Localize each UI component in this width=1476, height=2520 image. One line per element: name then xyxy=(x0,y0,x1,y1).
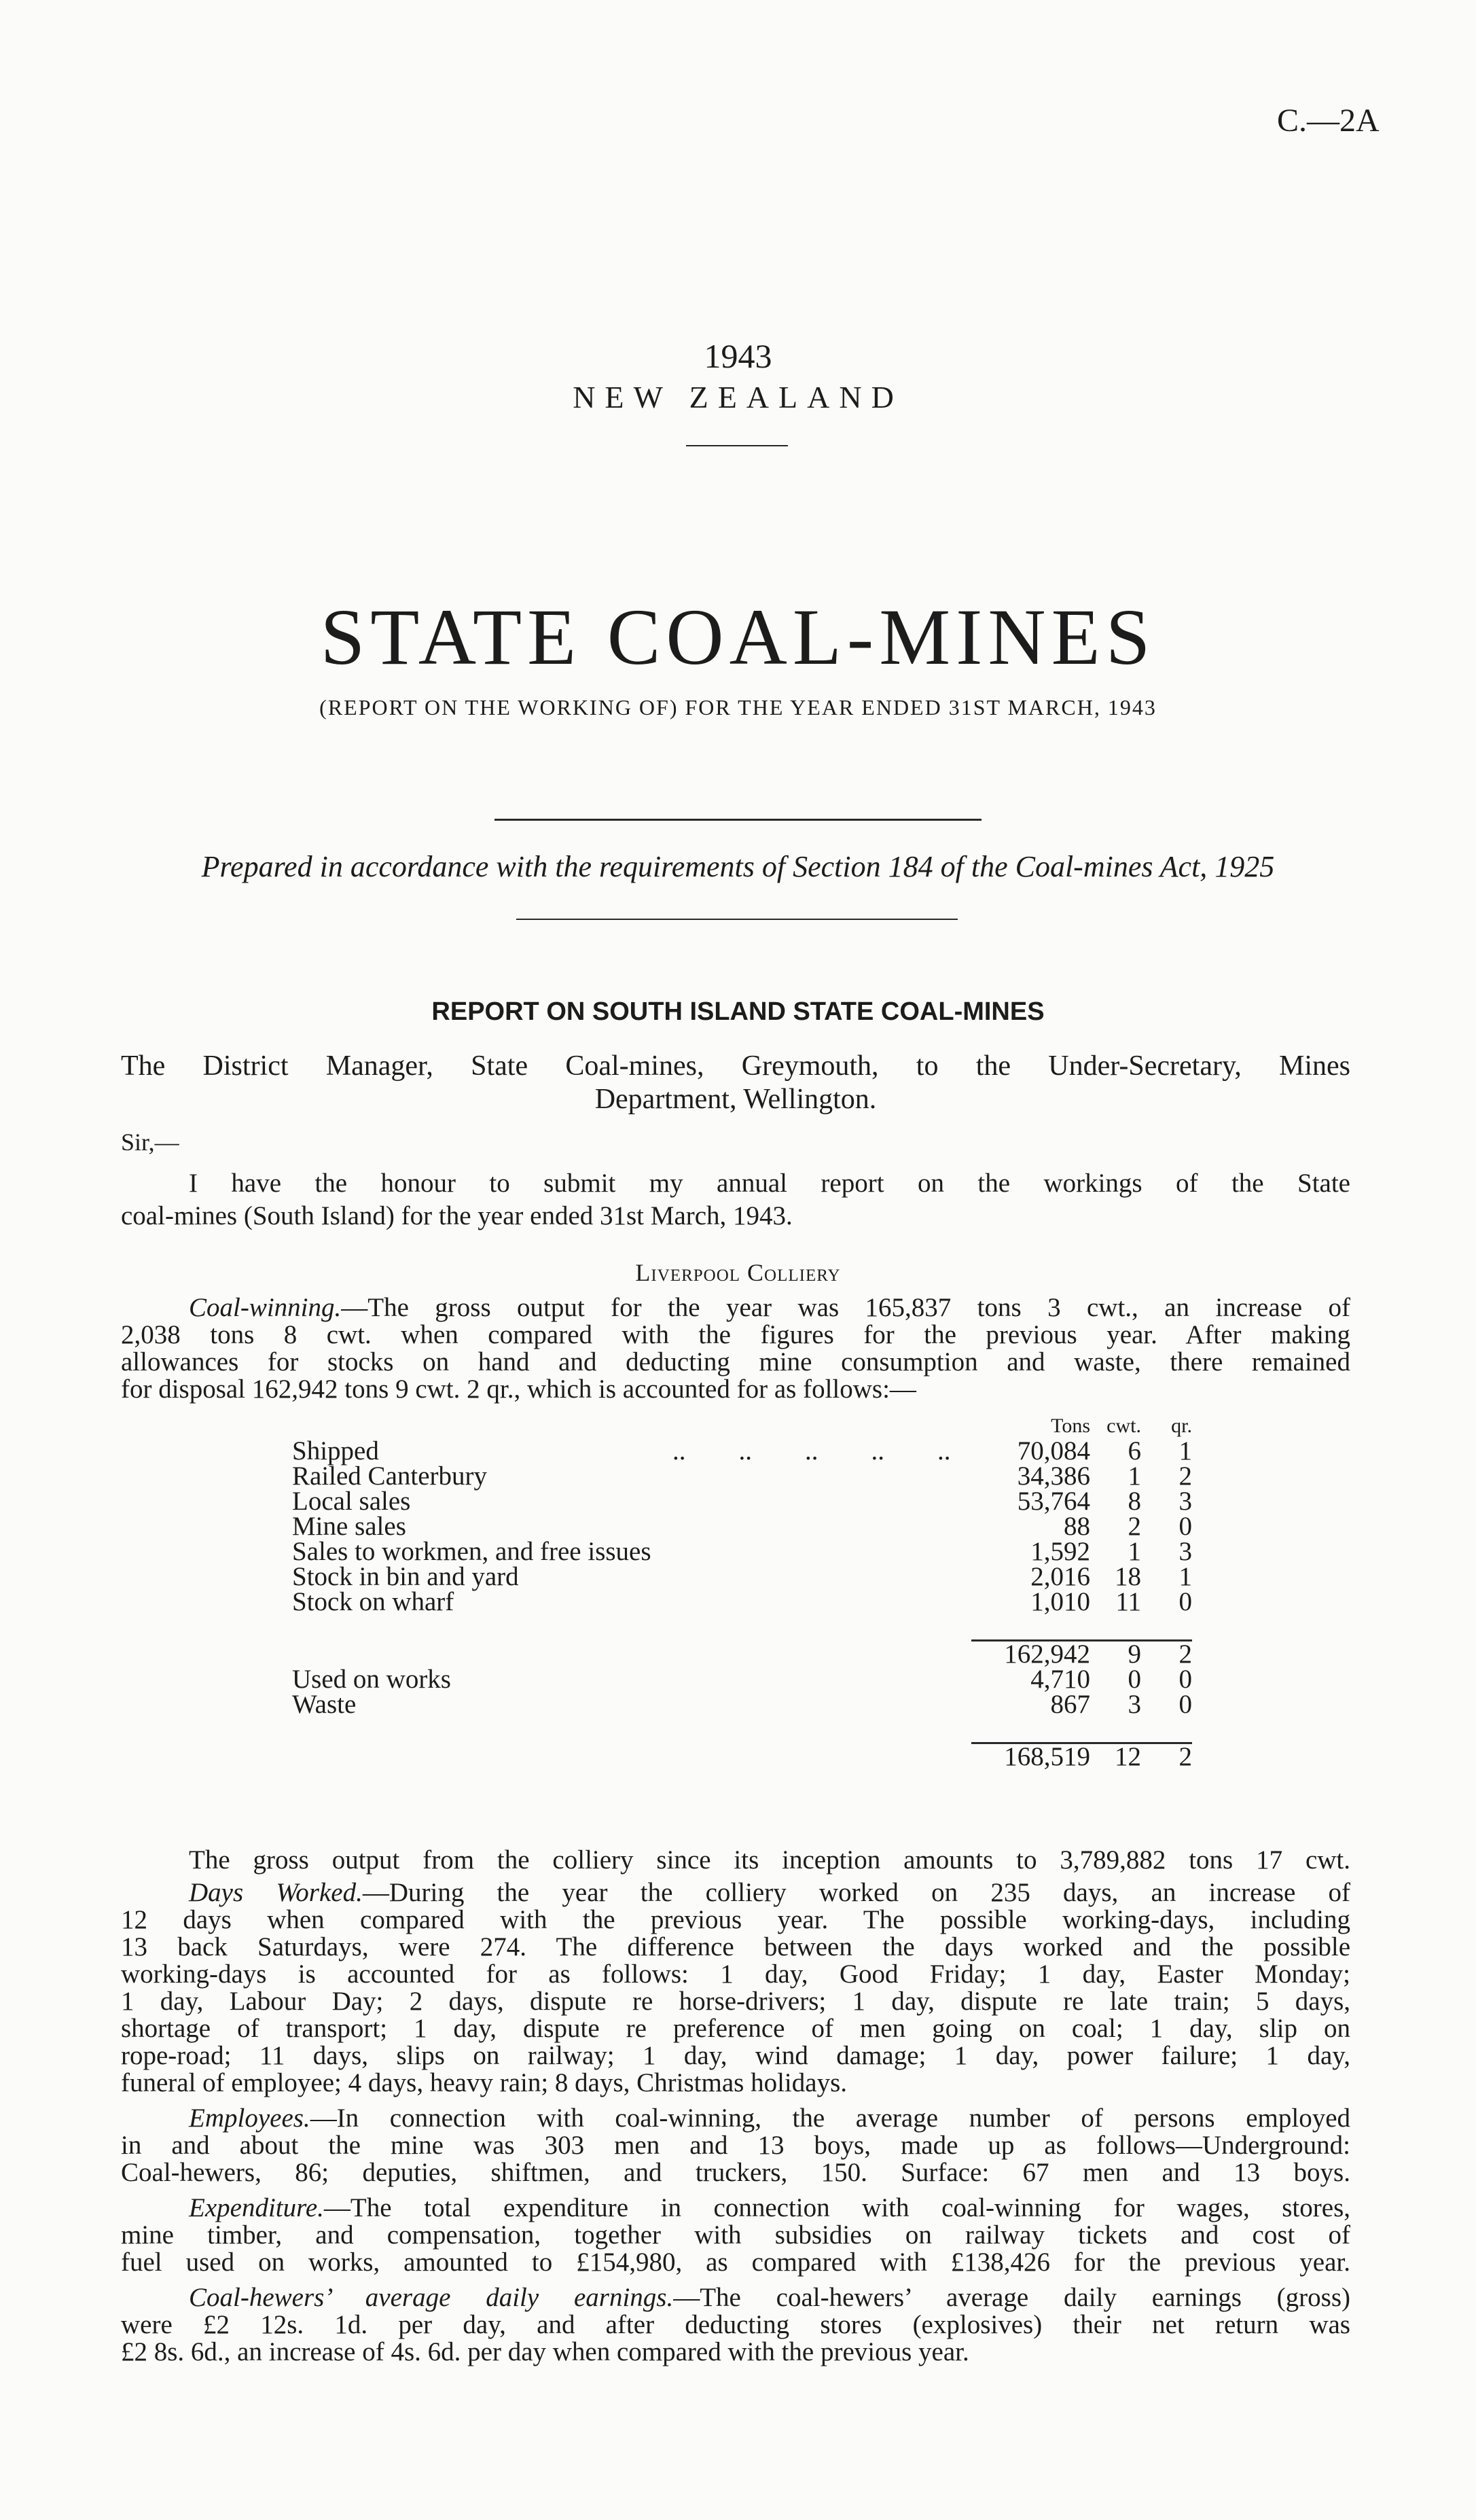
coal-winning-line: for disposal 162,942 tons 9 cwt. 2 qr., which is accounted for as follows:— xyxy=(121,1374,916,1404)
expenditure-line xyxy=(121,2195,1350,2222)
page-ref: C.—2A xyxy=(1277,103,1380,139)
subtotal-tons: 162,942 xyxy=(971,1641,1090,1667)
row-label: Shipped xyxy=(292,1436,379,1466)
expenditure-text: —The total expenditure in connection with coal-winning for wages, stores, xyxy=(323,2193,1350,2222)
row-qr: 0 xyxy=(1178,1665,1192,1694)
employees-line: Coal-hewers, 86; deputies, shiftmen, and truckers, 150. Surface: 67 men and 13 boys. xyxy=(121,2158,1350,2187)
row-qr: 0 xyxy=(1178,1587,1192,1616)
row-label: Used on works xyxy=(292,1665,451,1694)
expenditure-label: Expenditure. xyxy=(189,2193,324,2222)
row-cwt: 2 xyxy=(1128,1512,1141,1541)
row-label: Railed Canterbury xyxy=(292,1461,487,1491)
row-qr: 2 xyxy=(1178,1461,1192,1491)
table-row xyxy=(292,1463,1192,1489)
days-worked-line: 13 back Saturdays, were 274. The difference between the days worked and the possible xyxy=(121,1932,1350,1962)
col-cwt: cwt. xyxy=(1106,1415,1141,1437)
table-row xyxy=(292,1667,1192,1692)
prepared-note xyxy=(0,849,1476,884)
earnings-text: —The coal-hewers’ average daily earnings (gross) xyxy=(673,2283,1351,2312)
divider xyxy=(516,919,958,920)
leader-dots: .. .. .. .. .. xyxy=(672,1436,951,1466)
row-tons: 88 xyxy=(1064,1512,1090,1541)
address xyxy=(121,1050,1350,1116)
row-cwt: 3 xyxy=(1128,1690,1141,1719)
row-cwt: 18 xyxy=(1115,1562,1141,1591)
row-label: Local sales xyxy=(292,1487,411,1516)
row-cwt: 8 xyxy=(1128,1487,1141,1516)
days-worked-line xyxy=(121,1879,1350,1906)
row-cwt: 0 xyxy=(1128,1665,1141,1694)
days-worked-line: funeral of employee; 4 days, heavy rain; 8 days, Christmas holidays. xyxy=(121,2068,847,2097)
employees-text: —In connection with coal-winning, the average number of persons employed xyxy=(310,2104,1350,2133)
body-paragraphs xyxy=(121,1847,1350,2366)
report-heading: REPORT ON SOUTH ISLAND STATE COAL-MINES xyxy=(431,997,1045,1026)
row-tons: 34,386 xyxy=(1017,1461,1090,1491)
employees-label: Employees. xyxy=(189,2104,310,2133)
expenditure-line: fuel used on works, amounted to £154,980, as compared with £138,426 for the previous year. xyxy=(121,2248,1350,2277)
salutation: Sir,— xyxy=(121,1129,179,1156)
row-qr: 3 xyxy=(1178,1487,1192,1516)
table-header xyxy=(292,1413,1192,1438)
subtotal-row xyxy=(292,1641,1192,1667)
subtotal-cwt: 9 xyxy=(1090,1641,1141,1667)
days-worked-line: rope-road; 11 days, slips on railway; 1 day, wind damage; 1 day, power failure; 1 day, xyxy=(121,2041,1350,2070)
row-qr: 0 xyxy=(1178,1690,1192,1719)
col-tons: Tons xyxy=(1051,1415,1090,1437)
subtotal-qr: 2 xyxy=(1141,1641,1192,1667)
employees-line: in and about the mine was 303 men and 13 boys, made up as follows—Underground: xyxy=(121,2131,1350,2160)
colliery-heading-text: Liverpool Colliery xyxy=(635,1259,841,1286)
table-row xyxy=(292,1589,1192,1614)
col-qr: qr. xyxy=(1171,1415,1192,1437)
coal-winning-paragraph xyxy=(121,1294,1350,1403)
coal-winning-text: —The gross output for the year was 165,837 tons 3 cwt., an increase of xyxy=(341,1293,1350,1322)
row-qr: 1 xyxy=(1178,1436,1192,1466)
days-worked-line: working-days is accounted for as follows: 1 day, Good Friday; 1 day, Easter Monday; xyxy=(121,1959,1350,1989)
employees-line xyxy=(121,2105,1350,2132)
days-worked-line: 12 days when compared with the previous year. The possible working-days, including xyxy=(121,1905,1350,1934)
expenditure-line: mine timber, and compensation, together with subsidies on railway tickets and cost of xyxy=(121,2220,1350,2250)
prepared-text: Prepared in accordance with the requirements of Section 184 of the Coal-mines Act, 1925 xyxy=(201,850,1275,883)
earnings-line: £2 8s. 6d., an increase of 4s. 6d. per day when compared with the previous year. xyxy=(121,2337,969,2366)
row-tons: 2,016 xyxy=(1030,1562,1090,1591)
page-title: STATE COAL-MINES xyxy=(320,592,1156,681)
row-tons: 1,010 xyxy=(1030,1587,1090,1616)
earnings-line xyxy=(121,2284,1350,2311)
row-label: Sales to workmen, and free issues xyxy=(292,1537,651,1566)
row-label: Mine sales xyxy=(292,1512,406,1541)
earnings-label: Coal-hewers’ average daily earnings. xyxy=(189,2283,674,2312)
divider xyxy=(686,445,788,446)
table-row xyxy=(292,1564,1192,1589)
row-label: Waste xyxy=(292,1690,357,1719)
disposal-table xyxy=(292,1413,1192,1769)
total-qr: 2 xyxy=(1141,1743,1192,1770)
row-cwt: 1 xyxy=(1128,1461,1141,1491)
table-row xyxy=(292,1489,1192,1514)
coal-winning-line: 2,038 tons 8 cwt. when compared with the figures for the previous year. After making xyxy=(121,1320,1350,1349)
coal-winning-line: allowances for stocks on hand and deducting mine consumption and waste, there remained xyxy=(121,1347,1350,1377)
total-cwt: 12 xyxy=(1090,1743,1141,1770)
row-tons: 70,084 xyxy=(1017,1436,1090,1466)
coal-winning-label: Coal-winning. xyxy=(189,1293,342,1322)
intro-line: coal-mines (South Island) for the year ended 31st March, 1943. xyxy=(121,1201,793,1230)
table-row xyxy=(292,1514,1192,1539)
address-line-2: Department, Wellington. xyxy=(594,1084,877,1115)
address-line-1: The District Manager, State Coal-mines, Greymouth, to the Under-Secretary, Mines xyxy=(121,1050,1350,1082)
earnings-line: were £2 12s. 1d. per day, and after deducting stores (explosives) their net return was xyxy=(121,2310,1350,2339)
row-qr: 3 xyxy=(1178,1537,1192,1566)
intro-paragraph xyxy=(121,1167,1350,1232)
days-worked-text: —During the year the colliery worked on 235 days, an increase of xyxy=(362,1878,1350,1907)
days-worked-label: Days Worked. xyxy=(189,1878,363,1907)
days-worked-line: 1 day, Labour Day; 2 days, dispute re horse-drivers; 1 day, dispute re late train; 5 days, xyxy=(121,1987,1350,2016)
days-worked-line: shortage of transport; 1 day, dispute re preference of men going on coal; 1 day, slip on xyxy=(121,2014,1350,2043)
row-label: Stock in bin and yard xyxy=(292,1562,519,1591)
row-tons: 53,764 xyxy=(1017,1487,1090,1516)
row-cwt: 6 xyxy=(1128,1436,1141,1466)
row-qr: 0 xyxy=(1178,1512,1192,1541)
colliery-heading xyxy=(0,1258,1476,1287)
row-label: Stock on wharf xyxy=(292,1587,454,1616)
coal-winning-line xyxy=(121,1294,1350,1321)
table-row xyxy=(292,1692,1192,1717)
row-tons: 867 xyxy=(1050,1690,1090,1719)
intro-line: I have the honour to submit my annual report on the workings of the State xyxy=(189,1169,1350,1198)
year: 1943 xyxy=(704,337,772,375)
table-row xyxy=(292,1539,1192,1564)
row-cwt: 11 xyxy=(1115,1587,1141,1616)
row-tons: 1,592 xyxy=(1030,1537,1090,1566)
total-row xyxy=(292,1743,1192,1770)
subtitle: (REPORT ON THE WORKING OF) FOR THE YEAR ENDED 31ST MARCH, 1943 xyxy=(319,695,1157,720)
row-tons: 4,710 xyxy=(1030,1665,1090,1694)
row-qr: 1 xyxy=(1178,1562,1192,1591)
total-tons: 168,519 xyxy=(971,1743,1090,1770)
gross-output-line: The gross output from the colliery since its inception amounts to 3,789,882 tons 17 cwt. xyxy=(189,1845,1350,1875)
divider xyxy=(494,819,982,821)
table-row xyxy=(292,1438,1192,1463)
country: NEW ZEALAND xyxy=(573,380,903,414)
row-cwt: 1 xyxy=(1128,1537,1141,1566)
